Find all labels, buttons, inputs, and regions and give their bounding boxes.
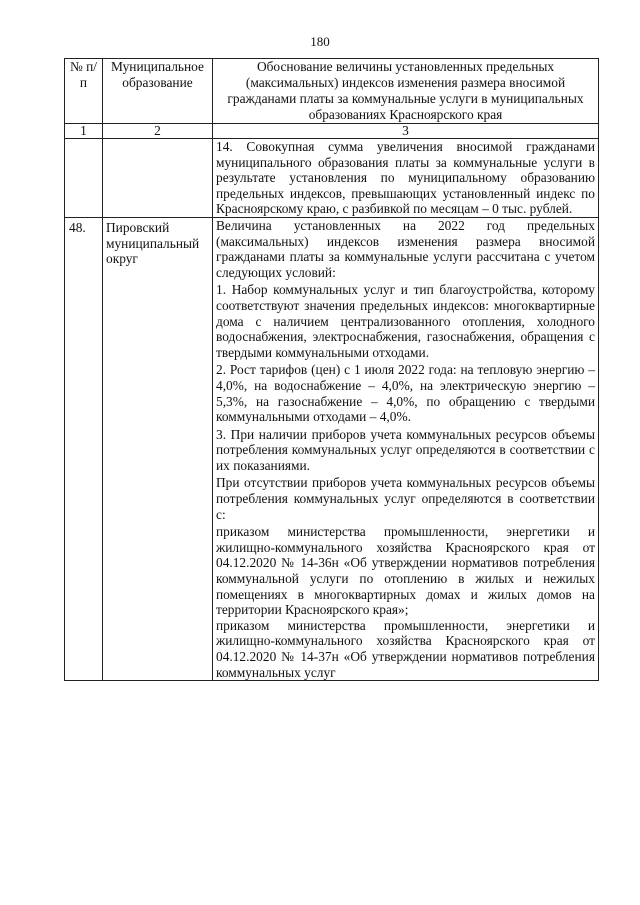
paragraph-1: 1. Набор коммунальных услуг и тип благоустройства, которому соответствуют значения предельных индексов: многоквартирные дома с наличием централизованного отопления, холодного водоснабжения, электроснабжения, газоснабжения, обращения с твердыми коммунальными отходами. bbox=[216, 282, 595, 360]
paragraph-order-14-37n: приказом министерства промышленности, энергетики и жилищно-коммунального хозяйства Красноярского края от 04.12.2020 № 14-37н «Об утверждении нормативов потребления коммунальных услуг bbox=[216, 617, 595, 680]
page-number: 180 bbox=[310, 34, 330, 49]
row-number bbox=[65, 139, 103, 218]
row-justification bbox=[213, 217, 599, 680]
column-number-2: 2 bbox=[103, 124, 213, 139]
row-number: 48. bbox=[65, 217, 103, 680]
column-number-row bbox=[65, 124, 599, 139]
justification-table bbox=[64, 58, 599, 681]
paragraph-no-meters: При отсутствии приборов учета коммунальных ресурсов объемы потребления коммунальных услуг определяются в соответствии с: bbox=[216, 475, 595, 522]
row-municipality bbox=[103, 139, 213, 218]
row-municipality: Пировский муниципальный округ bbox=[103, 217, 213, 680]
row-justification bbox=[213, 139, 599, 218]
paragraph-14: 14. Совокупная сумма увеличения вносимой гражданами муниципального образования платы за коммунальные услуги в результате установления по муниципальному образованию предельных индексов, превышающих установленный индекс по Красноярскому краю, с разбивкой по месяцам – 0 тыс. рублей. bbox=[216, 139, 595, 217]
paragraph-2: 2. Рост тарифов (цен) с 1 июля 2022 года: на тепловую энергию – 4,0%, на водоснабжение – 4,0%, на электрическую энергию – 5,3%, на газоснабжение – 4,0%, по обращению с твердыми коммунальными отходами – 4,0%. bbox=[216, 362, 595, 425]
header-number: № п/п bbox=[65, 59, 103, 124]
column-number-1: 1 bbox=[65, 124, 103, 139]
table-row-continued bbox=[65, 139, 599, 218]
header-justification: Обоснование величины установленных предельных (максимальных) индексов изменения размера вносимой гражданами платы за коммунальные услуги в муниципальных образованиях Красноярского края bbox=[213, 59, 599, 124]
header-municipality: Муниципальное образование bbox=[103, 59, 213, 124]
paragraph-3: 3. При наличии приборов учета коммунальных ресурсов объемы потребления коммунальных услуг определяются в соответствии с их показаниями. bbox=[216, 426, 595, 473]
paragraph-order-14-36n: приказом министерства промышленности, энергетики и жилищно-коммунального хозяйства Красноярского края от 04.12.2020 № 14-36н «Об утверждении нормативов потребления коммунальной услуги по отоплению в жилых и нежилых помещениях в многоквартирных домах и жилых домов на территории Красноярского края»; bbox=[216, 524, 595, 618]
table-row-48 bbox=[65, 217, 599, 680]
paragraph-intro: Величина установленных на 2022 год предельных (максимальных) индексов изменения размера вносимой гражданами платы за коммунальные услуги рассчитана с учетом следующих условий: bbox=[216, 217, 595, 280]
column-number-3: 3 bbox=[213, 124, 599, 139]
table-header-row bbox=[65, 59, 599, 124]
